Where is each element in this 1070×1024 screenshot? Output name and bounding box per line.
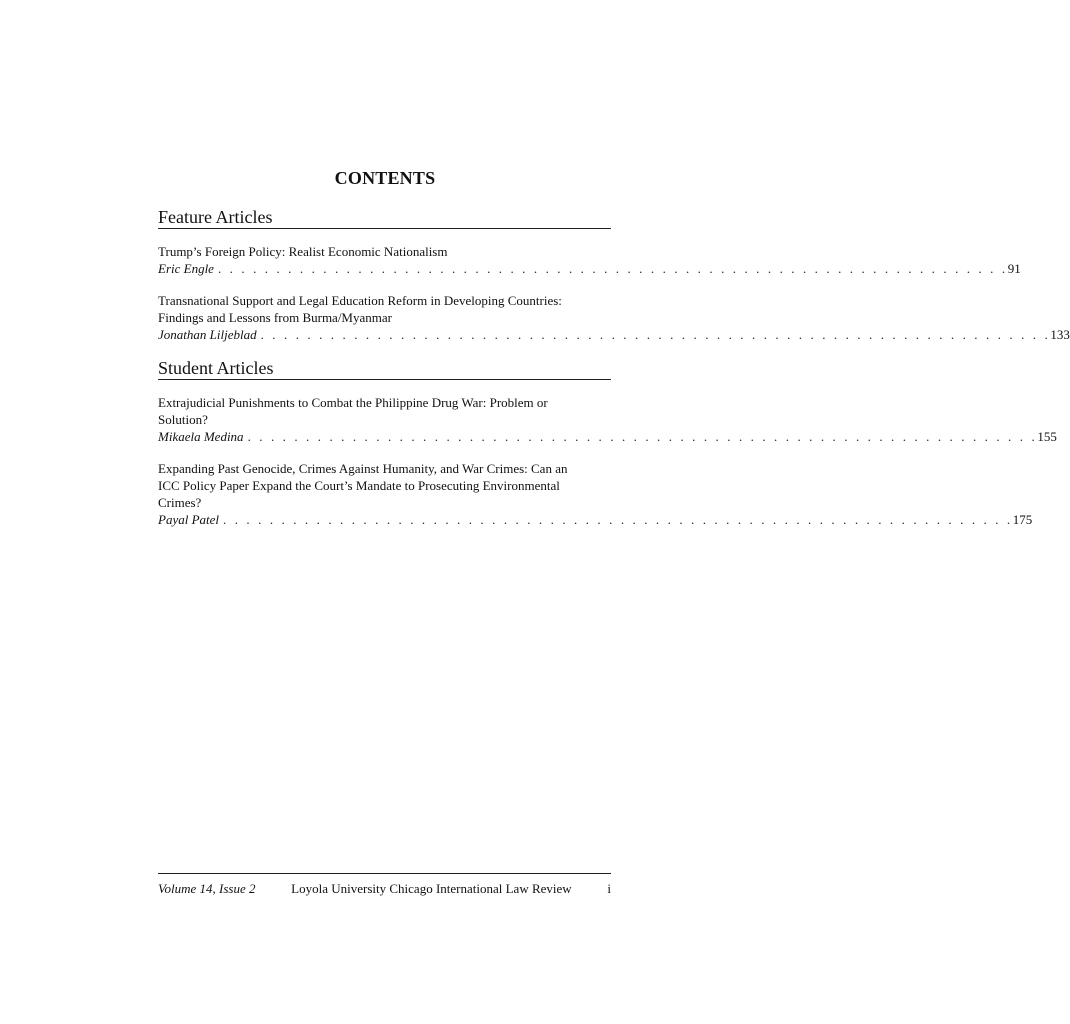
dot-leader: . . . . . . . . . . . . . . . . . . . . . . . . . . . . . . . . . . . . . . . . . . . . . . . . . . . . . . . . . . . . . . . . . . . . (217, 261, 1008, 276)
entry-title: Expanding Past Genocide, Crimes Against Humanity, and War Crimes: Can an ICC Policy Paper Expand the Court’s Mandate to Prosecuting Environmental Crimes? (158, 461, 568, 510)
entry-author-line (158, 260, 1021, 277)
entry-author: Mikaela Medina (158, 429, 244, 444)
page-footer (158, 881, 611, 897)
entry-author-line (158, 511, 1033, 528)
entry-author-line (158, 326, 1070, 343)
section-heading: Feature Articles (158, 207, 611, 229)
section-feature-articles (158, 207, 1070, 343)
entry-title: Trump’s Foreign Policy: Realist Economic Nationalism (158, 244, 448, 259)
toc-entry[interactable] (158, 243, 1021, 277)
section-student-articles (158, 358, 1057, 528)
dot-leader: . . . . . . . . . . . . . . . . . . . . . . . . . . . . . . . . . . . . . . . . . . . . . . . . . . . . . . . . . . . . . . . . . . . . (247, 429, 1038, 444)
entry-author: Payal Patel (158, 512, 220, 527)
entry-author: Eric Engle (158, 261, 214, 276)
dot-leader: . . . . . . . . . . . . . . . . . . . . . . . . . . . . . . . . . . . . . . . . . . . . . . . . . . . . . . . . . . . . . . . . . . . . (223, 512, 1013, 527)
entry-page-number: 175 (1012, 512, 1033, 527)
toc-entry[interactable] (158, 460, 1033, 528)
entry-title: Transnational Support and Legal Education Reform in Developing Countries: Findings and Lessons from Burma/Myanmar (158, 293, 562, 325)
dot-leader: . . . . . . . . . . . . . . . . . . . . . . . . . . . . . . . . . . . . . . . . . . . . . . . . . . . . . . . . . . . . . . . . . . . . (260, 327, 1051, 342)
entry-author-line (158, 428, 1057, 445)
entry-list (158, 243, 1070, 343)
page-title: CONTENTS (334, 168, 436, 188)
section-heading: Student Articles (158, 358, 611, 380)
entry-list (158, 394, 1057, 528)
entry-author: Jonathan Liljeblad (158, 327, 257, 342)
footer-journal-name: Loyola University Chicago International Law Review (291, 881, 572, 896)
entry-page-number: 155 (1037, 429, 1057, 444)
entry-page-number: 133 (1050, 327, 1070, 342)
footer-page-number: i (607, 881, 611, 896)
footer-volume: Volume 14, Issue 2 (158, 881, 256, 896)
entry-page-number: 91 (1007, 261, 1021, 276)
entry-title: Extrajudicial Punishments to Combat the Philippine Drug War: Problem or Solution? (158, 395, 548, 427)
toc-entry[interactable] (158, 292, 1070, 343)
footer-divider (158, 873, 611, 874)
toc-entry[interactable] (158, 394, 1057, 445)
